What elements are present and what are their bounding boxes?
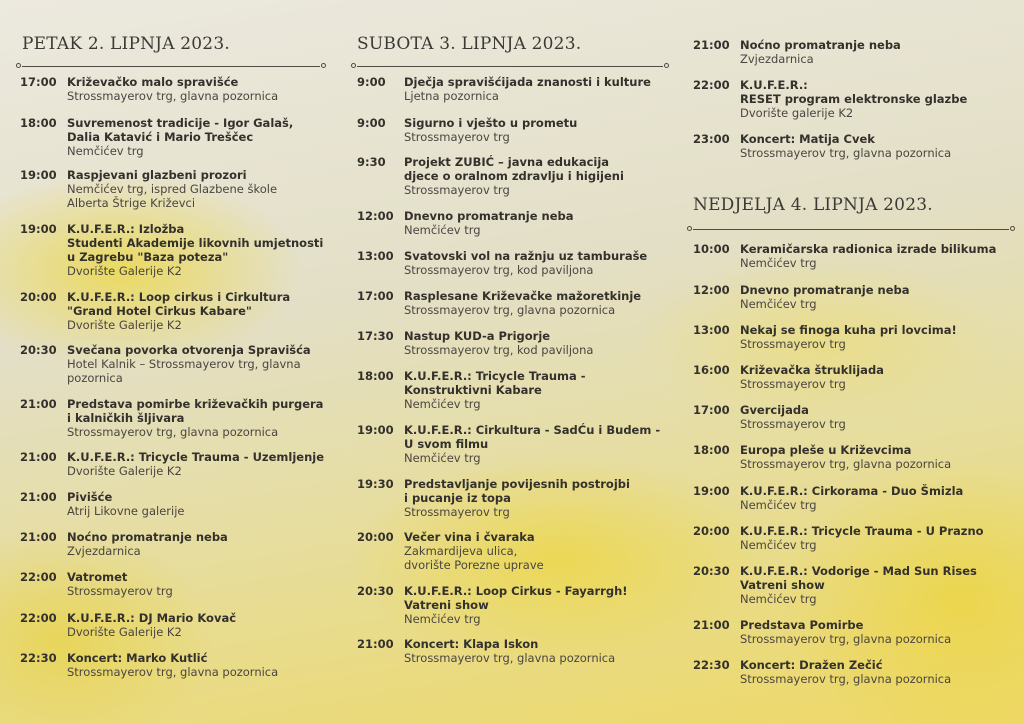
event-time: 20:00 <box>20 290 57 304</box>
event-location: Ljetna pozornica <box>404 89 499 103</box>
event-location: Strossmayerov trg <box>404 505 510 519</box>
event-details <box>404 209 672 237</box>
event-time: 10:00 <box>693 242 730 256</box>
event-time: 17:00 <box>357 289 394 303</box>
event-title: Rasplesane Križevačke mažoretkinje <box>404 289 642 303</box>
event-location: Strossmayerov trg, glavna pozornica <box>740 457 952 471</box>
event-location: Zvjezdarnica <box>740 52 814 66</box>
heading-rule-sunday <box>693 229 1009 230</box>
event-time: 20:00 <box>357 530 394 544</box>
event-details <box>740 403 1015 431</box>
event-title: Predstavljanje povijesnih postrojbi i pucanje iz topa <box>404 477 630 505</box>
event-details <box>67 490 325 518</box>
event-item <box>357 369 672 411</box>
event-time: 9:00 <box>357 75 386 89</box>
event-title: Pivišće <box>67 490 113 504</box>
event-title: Dnevno promatranje neba <box>740 283 910 297</box>
event-time: 13:00 <box>693 323 730 337</box>
event-item <box>20 450 325 478</box>
event-item <box>693 323 1015 351</box>
event-title: K.U.F.E.R.: Tricycle Trauma - Konstruktivni Kabare <box>404 369 586 397</box>
event-location: Nemčićev trg <box>404 397 481 411</box>
event-location: Nemčićev trg <box>740 256 817 270</box>
event-time: 12:00 <box>693 283 730 297</box>
event-time: 22:00 <box>20 570 57 584</box>
event-details <box>67 290 325 332</box>
event-title: K.U.F.E.R.: Loop cirkus i Cirkultura "Grand Hotel Cirkus Kabare" <box>67 290 291 318</box>
event-details <box>740 132 1013 160</box>
event-item <box>357 530 672 572</box>
event-details <box>67 570 325 598</box>
heading-sunday: NEDJELJA 4. LIPNJA 2023. <box>693 195 933 215</box>
event-time: 9:00 <box>357 116 386 130</box>
event-location: Dvorište Galerije K2 <box>67 625 182 639</box>
event-location: Dvorište Galerije K2 <box>67 318 182 332</box>
event-item <box>357 637 672 665</box>
event-details <box>740 484 1015 512</box>
event-details <box>740 443 1015 471</box>
event-time: 22:30 <box>20 651 57 665</box>
event-item <box>693 564 1015 606</box>
event-time: 22:30 <box>693 658 730 672</box>
event-title: K.U.F.E.R.: Vodorige - Mad Sun Rises Vatreni show <box>740 564 977 592</box>
event-title: Večer vina i čvaraka <box>404 530 535 544</box>
event-item <box>20 570 325 598</box>
heading-friday: PETAK 2. LIPNJA 2023. <box>22 34 230 54</box>
event-details <box>67 75 325 103</box>
event-time: 21:00 <box>20 397 57 411</box>
event-time: 17:00 <box>20 75 57 89</box>
event-details <box>740 564 1015 606</box>
event-item <box>693 363 1015 391</box>
event-time: 21:00 <box>20 450 57 464</box>
event-item <box>693 78 1013 120</box>
event-details <box>67 651 325 679</box>
event-item <box>693 524 1015 552</box>
event-time: 21:00 <box>20 490 57 504</box>
event-title: Koncert: Marko Kutlić <box>67 651 208 665</box>
event-location: Nemčićev trg <box>740 592 817 606</box>
event-details <box>404 116 672 144</box>
event-location: Dvorište galerije K2 <box>740 106 854 120</box>
event-time: 16:00 <box>693 363 730 377</box>
event-item <box>693 484 1015 512</box>
event-location: Zvjezdarnica <box>67 544 141 558</box>
event-location: Strossmayerov trg, glavna pozornica <box>404 303 616 317</box>
event-details <box>404 155 672 197</box>
event-time: 21:00 <box>20 530 57 544</box>
event-details <box>67 530 325 558</box>
event-item <box>693 403 1015 431</box>
event-location: Nemčićev trg <box>404 451 481 465</box>
event-location: Strossmayerov trg <box>67 584 173 598</box>
event-details <box>740 524 1015 552</box>
event-details <box>67 450 325 478</box>
event-item <box>693 283 1015 311</box>
event-location: Atrij Likovne galerije <box>67 504 185 518</box>
event-details <box>67 116 325 158</box>
event-title: Svečana povorka otvorenja Spravišća <box>67 343 311 357</box>
event-time: 9:30 <box>357 155 386 169</box>
event-location: Strossmayerov trg, kod paviljona <box>404 343 594 357</box>
event-location: Strossmayerov trg <box>740 377 846 391</box>
event-item <box>693 658 1015 686</box>
event-location: Nemčićev trg, ispred Glazbene škole Alberta Štrige Križevci <box>67 182 278 210</box>
event-details <box>404 249 672 277</box>
event-item <box>357 329 672 357</box>
event-details <box>404 530 672 572</box>
event-details <box>740 78 1013 120</box>
event-item <box>357 209 672 237</box>
event-details <box>740 618 1015 646</box>
event-item <box>20 290 325 332</box>
event-item <box>20 116 325 158</box>
event-time: 20:30 <box>693 564 730 578</box>
event-time: 12:00 <box>357 209 394 223</box>
event-details <box>404 423 672 465</box>
event-time: 20:00 <box>693 524 730 538</box>
heading-rule-friday <box>22 66 320 67</box>
event-details <box>67 397 325 439</box>
event-location: Strossmayerov trg, glavna pozornica <box>740 632 952 646</box>
event-time: 19:00 <box>20 222 57 236</box>
event-title: Noćno promatranje neba <box>740 38 901 52</box>
event-item <box>357 289 672 317</box>
event-title: Sigurno i vješto u prometu <box>404 116 578 130</box>
event-title: Nastup KUD-a Prigorje <box>404 329 551 343</box>
event-item <box>357 116 672 144</box>
event-title: Keramičarska radionica izrade bilikuma <box>740 242 997 256</box>
event-location: Zakmardijeva ulica, dvorište Porezne uprave <box>404 544 544 572</box>
event-title: Suvremenost tradicije - Igor Galaš, Dalia Katavić i Mario Treščec <box>67 116 294 144</box>
event-title: K.U.F.E.R.: Tricycle Trauma - Uzemljenje <box>67 450 325 464</box>
event-title: K.U.F.E.R.: Izložba Studenti Akademije likovnih umjetnosti u Zagrebu "Baza poteza" <box>67 222 324 264</box>
event-time: 22:00 <box>693 78 730 92</box>
event-details <box>740 38 1013 66</box>
event-details <box>740 323 1015 351</box>
event-item <box>20 611 325 639</box>
event-details <box>67 222 325 278</box>
event-details <box>404 584 672 626</box>
event-location: Strossmayerov trg, glavna pozornica <box>404 651 616 665</box>
event-details <box>404 75 672 103</box>
event-item <box>20 168 325 210</box>
event-title: Predstava Pomirbe <box>740 618 864 632</box>
event-location: Strossmayerov trg <box>404 130 510 144</box>
event-title: Gvercijada <box>740 403 809 417</box>
event-title: K.U.F.E.R.: Cirkorama - Duo Šmizla <box>740 484 964 498</box>
event-location: Strossmayerov trg <box>740 337 846 351</box>
event-time: 13:00 <box>357 249 394 263</box>
event-location: Strossmayerov trg, glavna pozornica <box>67 425 279 439</box>
event-time: 19:00 <box>20 168 57 182</box>
event-time: 21:00 <box>357 637 394 651</box>
event-title: K.U.F.E.R.: Tricycle Trauma - U Prazno <box>740 524 984 538</box>
event-location: Strossmayerov trg, glavna pozornica <box>67 89 279 103</box>
event-time: 19:00 <box>357 423 394 437</box>
event-time: 21:00 <box>693 618 730 632</box>
event-time: 20:30 <box>357 584 394 598</box>
event-time: 19:00 <box>693 484 730 498</box>
event-title: K.U.F.E.R.: RESET program elektronske glazbe <box>740 78 968 106</box>
event-item <box>357 155 672 197</box>
event-details <box>740 363 1015 391</box>
event-item <box>20 222 325 278</box>
event-time: 20:30 <box>20 343 57 357</box>
event-item <box>693 242 1015 270</box>
event-item <box>357 249 672 277</box>
event-time: 21:00 <box>693 38 730 52</box>
event-title: Predstava pomirbe križevačkih purgera i kalničkih šljivara <box>67 397 324 425</box>
event-title: Koncert: Matija Cvek <box>740 132 875 146</box>
event-details <box>67 343 325 385</box>
event-time: 18:00 <box>20 116 57 130</box>
event-location: Strossmayerov trg, glavna pozornica <box>740 146 952 160</box>
event-details <box>404 477 672 519</box>
event-time: 17:30 <box>357 329 394 343</box>
event-title: Svatovski vol na ražnju uz tamburaše <box>404 249 648 263</box>
event-title: K.U.F.E.R.: Cirkultura - SadĆu i Budem - U svom filmu <box>404 423 661 451</box>
event-location: Nemčićev trg <box>740 498 817 512</box>
event-details <box>404 637 672 665</box>
event-location: Strossmayerov trg <box>404 183 510 197</box>
event-title: Koncert: Klapa Iskon <box>404 637 539 651</box>
event-location: Nemčićev trg <box>404 612 481 626</box>
event-item <box>693 618 1015 646</box>
event-time: 23:00 <box>693 132 730 146</box>
event-details <box>404 369 672 411</box>
event-item <box>693 443 1015 471</box>
event-item <box>693 132 1013 160</box>
event-item <box>20 651 325 679</box>
event-title: Križevačka štruklijada <box>740 363 884 377</box>
event-item <box>20 397 325 439</box>
heading-rule-saturday <box>357 66 663 67</box>
event-details <box>67 611 325 639</box>
event-item <box>357 423 672 465</box>
event-location: Dvorište Galerije K2 <box>67 264 182 278</box>
event-item <box>20 75 325 103</box>
event-item <box>357 75 672 103</box>
event-location: Strossmayerov trg, kod paviljona <box>404 263 594 277</box>
event-time: 18:00 <box>357 369 394 383</box>
event-item <box>693 38 1013 66</box>
event-details <box>404 289 672 317</box>
event-details <box>740 658 1015 686</box>
event-item <box>20 490 325 518</box>
event-time: 19:30 <box>357 477 394 491</box>
event-title: Križevačko malo spravišće <box>67 75 239 89</box>
event-title: Dječja spravišćijada znanosti i kulture <box>404 75 651 89</box>
event-title: Projekt ZUBIĆ – javna edukacija djece o oralnom zdravlju i higijeni <box>404 155 624 183</box>
event-item <box>20 343 325 385</box>
event-item <box>357 477 672 519</box>
event-time: 17:00 <box>693 403 730 417</box>
event-title: K.U.F.E.R.: DJ Mario Kovač <box>67 611 237 625</box>
event-location: Nemčićev trg <box>404 223 481 237</box>
event-location: Nemčićev trg <box>740 297 817 311</box>
event-details <box>740 283 1015 311</box>
event-title: Dnevno promatranje neba <box>404 209 574 223</box>
event-title: Europa pleše u Križevcima <box>740 443 912 457</box>
event-time: 18:00 <box>693 443 730 457</box>
heading-saturday: SUBOTA 3. LIPNJA 2023. <box>357 34 582 54</box>
event-time: 22:00 <box>20 611 57 625</box>
event-location: Hotel Kalnik – Strossmayerov trg, glavna pozornica <box>67 357 301 385</box>
event-item <box>20 530 325 558</box>
event-title: Raspjevani glazbeni prozori <box>67 168 247 182</box>
event-location: Strossmayerov trg <box>740 417 846 431</box>
event-title: Vatromet <box>67 570 128 584</box>
event-location: Nemčićev trg <box>740 538 817 552</box>
event-location: Dvorište Galerije K2 <box>67 464 182 478</box>
event-title: K.U.F.E.R.: Loop Cirkus - Fayarrgh! Vatreni show <box>404 584 628 612</box>
event-details <box>404 329 672 357</box>
event-title: Noćno promatranje neba <box>67 530 228 544</box>
event-details <box>740 242 1015 270</box>
event-item <box>357 584 672 626</box>
event-details <box>67 168 325 210</box>
event-title: Koncert: Dražen Zečić <box>740 658 883 672</box>
event-location: Strossmayerov trg, glavna pozornica <box>67 665 279 679</box>
event-location: Nemčićev trg <box>67 144 144 158</box>
event-location: Strossmayerov trg, glavna pozornica <box>740 672 952 686</box>
event-title: Nekaj se finoga kuha pri lovcima! <box>740 323 957 337</box>
